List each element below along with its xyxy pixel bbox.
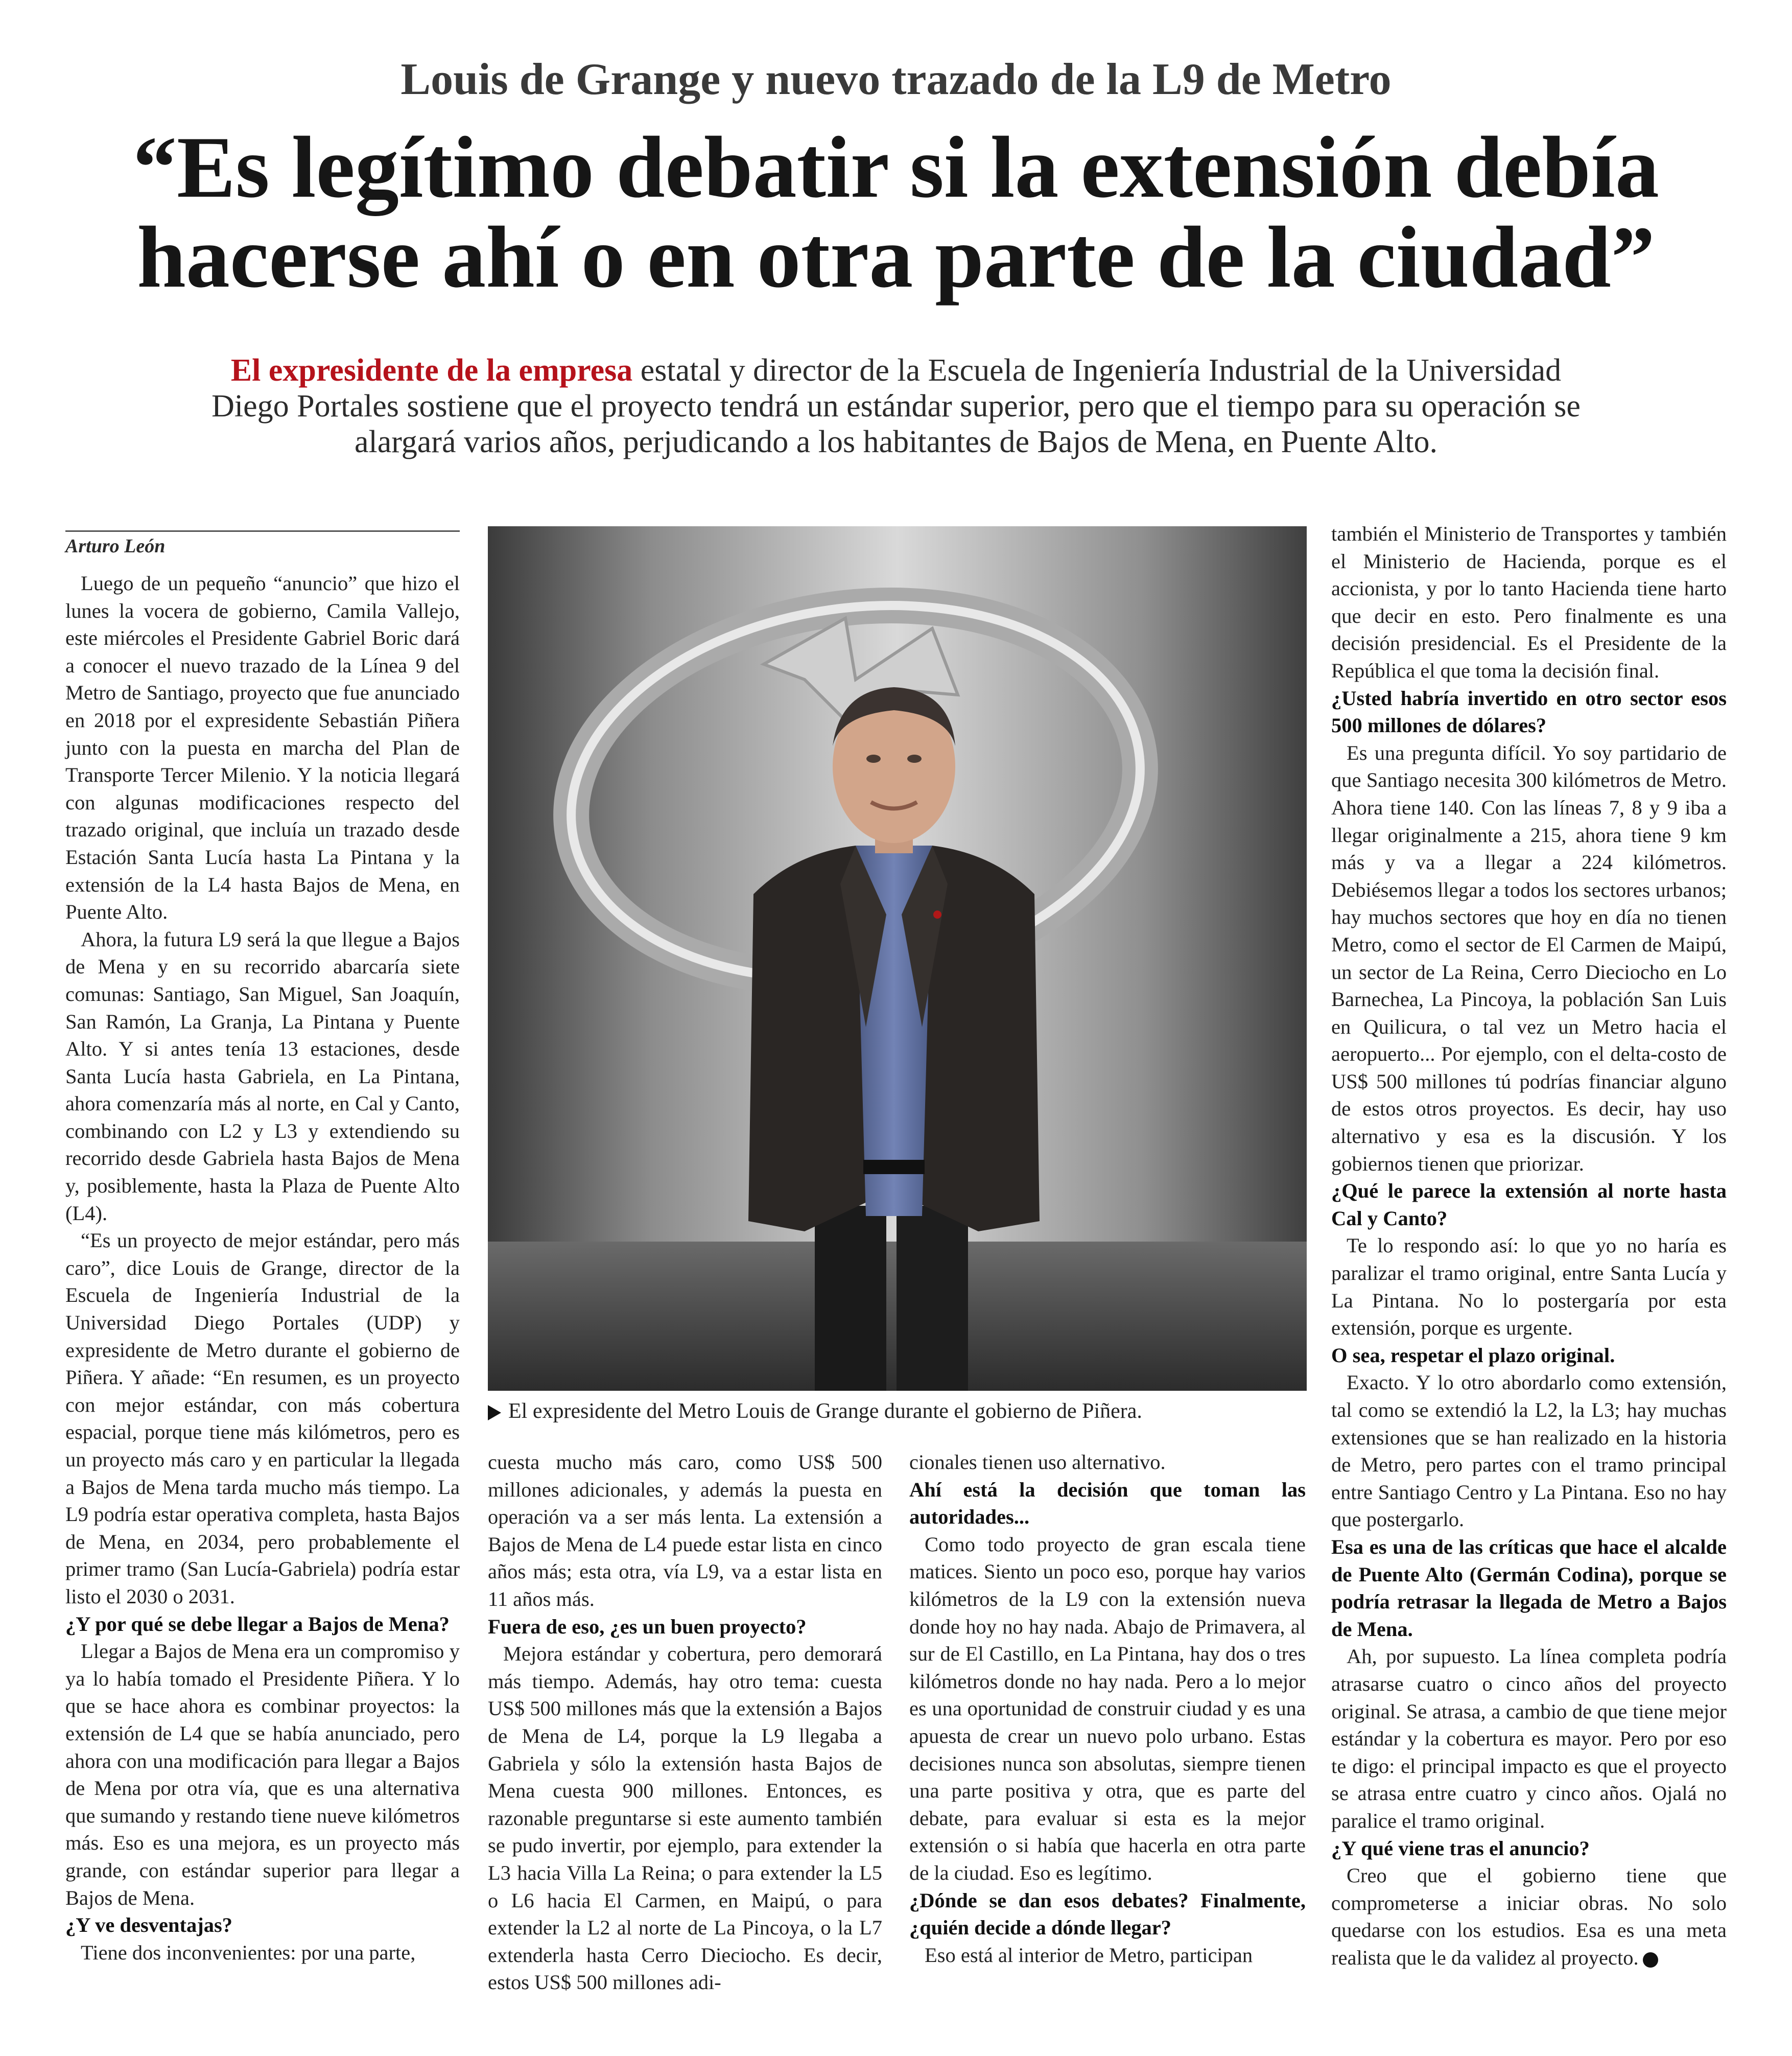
end-of-article-icon xyxy=(1643,1952,1658,1968)
kicker: Louis de Grange y nuevo trazado de la L9 de Metro xyxy=(400,55,1392,104)
article-paragraph: cionales tienen uso alternativo. xyxy=(909,1451,1166,1474)
headline: “Es legítimo debatir si la extensión debía hacerse ahí o en otra parte de la ciudad” xyxy=(133,119,1659,306)
article-paragraph: Tiene dos inconvenientes: por una parte, xyxy=(81,1941,416,1964)
article-column-3 xyxy=(909,1448,1306,1969)
article-paragraph: Luego de un pequeño “anuncio” que hizo el lunes la vocera de gobierno, Camila Vallejo, este miércoles el Presidente Gabriel Boric dará a conocer el nuevo trazado de la Línea 9 del Metro de Santiago, proyecto que fue anunciado en 2018 por el expresidente Sebastián Piñera junto con la puesta en marcha del Plan de Transporte Tercer Milenio. Y la noticia llegará con algunas modificaciones respecto del trazado original, que incluía un trazado desde Estación Santa Lucía hasta La Pintana y la extensión de la L4 hasta Bajos de Mena, en Puente Alto. xyxy=(65,572,460,924)
interview-question: ¿Usted habría invertido en otro sector esos 500 millones de dólares? xyxy=(1331,686,1727,737)
interview-question: Esa es una de las críticas que hace el alcalde de Puente Alto (Germán Codina), porque se podría retrasar la llegada de Metro a Bajos de Mena. xyxy=(1331,1535,1727,1641)
article-column-2 xyxy=(488,1448,882,1996)
article-paragraph: Mejora estándar y cobertura, pero demorará más tiempo. Además, hay otro tema: cuesta US$ 500 millones más que la extensión a Bajos de Mena de L4, porque la L9 llegaba a Gabriela y sólo la extensión hasta Bajos de Mena cuesta 900 millones. Entonces, es razonable preguntarse si este aumento también se pudo invertir, por ejemplo, para extender la L3 hacia Villa La Reina; o para extender la L5 o L6 hacia El Carmen, en Maipú, o para extender la L2 al norte de La Pincoya, o la L7 extenderla hasta Cerro Dieciocho. Es decir, estos US$ 500 millones adi- xyxy=(488,1642,882,1994)
article-paragraph: Llegar a Bajos de Mena era un compromiso y ya lo había tomado el Presidente Piñera. Y lo que se hace ahora es combinar proyectos: la extensión de L4 que se había anunciado, pero ahora con una modificación para llegar a Bajos de Mena por otra vía, que es una alternativa que sumando y restando tiene nueve kilómetros más. Eso es una mejora, es un proyecto más grande, con estándar superior para llegar a Bajos de Mena. xyxy=(65,1640,460,1909)
article-column-4 xyxy=(1331,520,1727,1971)
article-paragraph: Como todo proyecto de gran escala tiene matices. Siento un poco eso, porque hay varios kilómetros de la L9 con la extensión nueva donde hoy no hay nada. Abajo de Primavera, al sur de El Castillo, en La Pintana, hay dos o tres kilómetros donde no hay nada. Pero a lo mejor es una oportunidad de construir ciudad y es una apuesta de crear un nuevo polo urbano. Estas decisiones nunca son absolutas, siempre tienen una parte positiva y otra, que es parte del debate, para evaluar si esta es la mejor extensión o si había que hacerla en otra parte de la ciudad. Eso es legítimo. xyxy=(909,1532,1306,1884)
article-column-1 xyxy=(65,570,460,1966)
interview-question: ¿Dónde se dan esos debates? Finalmente, ¿quién decide a dónde llegar? xyxy=(909,1888,1306,1940)
interview-question: Ahí está la decisión que toman las autoridades... xyxy=(909,1478,1306,1529)
article-photo xyxy=(488,526,1307,1391)
article-paragraph: Es una pregunta difícil. Yo soy partidario de que Santiago necesita 300 kilómetros de Metro. Ahora tiene 140. Con las líneas 7, 8 y 9 iba a llegar originalmente a 215, ahora tiene 9 km más y va a llegar a 224 kilómetros. Debiésemos llegar a todos los sectores urbanos; hay muchos sectores que hoy en día no tienen Metro, como el sector de El Carmen de Maipú, un sector de La Reina, Cerro Dieciocho en Lo Barnechea, La Pincoya, la población San Luis en Quilicura, o tal vez un Metro hacia el aeropuerto... Por ejemplo, con el delta-costo de US$ 500 millones tú podrías financiar alguno de estos otros proyectos. Es decir, hay uso alternativo y esa es la discusión. Y los gobiernos tienen que priorizar. xyxy=(1331,741,1727,1175)
photo-caption xyxy=(488,1399,1307,1423)
caption-arrow-icon xyxy=(488,1405,501,1420)
interview-question: ¿Qué le parece la extensión al norte hasta Cal y Canto? xyxy=(1331,1179,1727,1230)
interview-question: Fuera de eso, ¿es un buen proyecto? xyxy=(488,1615,807,1638)
article-paragraph: cuesta mucho más caro, como US$ 500 millones adicionales, y además la puesta en operación va a ser más lenta. La extensión a Bajos de Mena de L4 puede estar lista en cinco años más; esta otra, vía L9, va a estar lista en 11 años más. xyxy=(488,1451,882,1610)
lede-lead-in: El expresidente de la empresa xyxy=(230,353,633,388)
lede-text: estatal y director de la Escuela de Ingeniería Industrial de la Universidad Diego Portales sostiene que el proyecto tendrá un estándar superior, pero que el tiempo para su operación se alargará varios años, perjudicando a los habitantes de Bajos de Mena, en Puente Alto. xyxy=(211,353,1581,459)
interview-question: ¿Y ve desventajas? xyxy=(65,1913,232,1937)
article-paragraph: también el Ministerio de Transportes y también el Ministerio de Hacienda, porque es el accionista, y por lo tanto Hacienda tiene harto que decir en esto. Pero finalmente es una decisión presidencial. Es el Presidente de la República el que toma la decisión final. xyxy=(1331,522,1727,682)
interview-question: ¿Y por qué se debe llegar a Bajos de Mena? xyxy=(65,1612,450,1636)
byline: Arturo León xyxy=(65,530,460,557)
article-paragraph: Ahora, la futura L9 será la que llegue a Bajos de Mena y en su recorrido abarcaría siete comunas: Santiago, San Miguel, San Joaquín, San Ramón, La Granja, La Pintana y Puente Alto. Y si antes tenía 13 estaciones, desde Santa Lucía hasta Gabriela, en La Pintana, ahora comenzaría más al norte, en Cal y Canto, combinando con L2 y L3 y extendiendo su recorrido desde Gabriela hasta Bajos de Mena y, posiblemente, hasta la Plaza de Puente Alto (L4). xyxy=(65,927,460,1225)
article-paragraph: “Es un proyecto de mejor estándar, pero más caro”, dice Louis de Grange, director de la Escuela de Ingeniería Industrial de la Universidad Diego Portales (UDP) y expresidente de Metro durante el gobierno de Piñera. Y añade: “En resumen, es un proyecto con mejor estándar, con más cobertura espacial, porque tiene más kilómetros, pero es un proyecto más caro y en particular la llegada a Bajos de Mena tarda mucho más tiempo. La L9 podría estar operativa completa, hasta Bajos de Mena, en 2034, pero probablemente el primer tramo (San Lucía-Gabriela) podría estar listo el 2030 o 2031. xyxy=(65,1229,460,1608)
article-paragraph: Exacto. Y lo otro abordarlo como extensión, tal como se extendió la L2, la L3; hay muchas extensiones que se han realizado en la historia de Metro, pero partes con el tramo principal entre Santiago Centro y La Pintana. Eso no hay que postergarlo. xyxy=(1331,1371,1727,1531)
lede xyxy=(199,353,1593,460)
article-paragraph: Creo que el gobierno tiene que comprometerse a iniciar obras. No solo quedarse con los estudios. Esa es una meta realista que le da validez al proyecto. xyxy=(1331,1864,1727,1969)
interview-question: ¿Y qué viene tras el anuncio? xyxy=(1331,1836,1590,1860)
portrait-photo xyxy=(488,526,1307,1391)
interview-question: O sea, respetar el plazo original. xyxy=(1331,1343,1615,1367)
article-paragraph: Eso está al interior de Metro, participan xyxy=(925,1943,1253,1967)
article-paragraph: Te lo respondo así: lo que yo no haría es paralizar el tramo original, entre Santa Lucía y La Pintana. No lo postergaría por esta extensión, porque es urgente. xyxy=(1331,1234,1727,1340)
caption-text: El expresidente del Metro Louis de Grange durante el gobierno de Piñera. xyxy=(508,1399,1142,1423)
article-paragraph: Ah, por supuesto. La línea completa podría atrasarse cuatro o cinco años del proyecto original. Se atrasa, a cambio de que tiene mejor estándar y la cobertura es mayor. Pero por eso te digo: el principal impacto es que el proyecto se atrasa entre cuatro y cinco años. Ojalá no paralice el tramo original. xyxy=(1331,1645,1727,1832)
